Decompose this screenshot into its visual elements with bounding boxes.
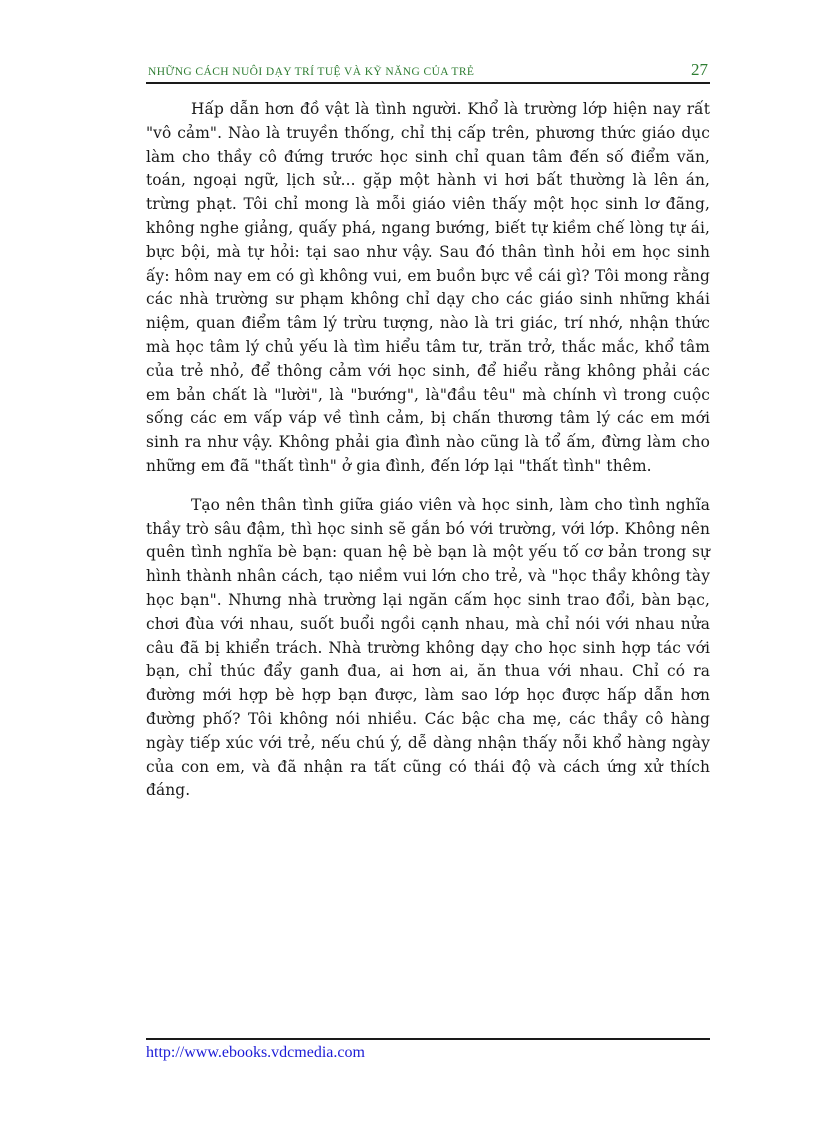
running-header	[146, 60, 710, 82]
paragraph-1: Hấp dẫn hơn đồ vật là tình người. Khổ là trường lớp hiện nay rất "vô cảm". Nào là truyền thống, chỉ thị cấp trên, phương thức giáo dục làm cho thầy cô đứng trước học sinh chỉ quan tâm đến số điểm văn, toán, ngoại ngữ, lịch sử... gặp một hành vi hơi bất thường là lên án, trừng phạt. Tôi chỉ mong là mỗi giáo viên thấy một học sinh lơ đãng, không nghe giảng, quấy phá, ngang bướng, biết tự kiềm chế lòng tự ái, bực bội, mà tự hỏi: tại sao như vậy. Sau đó thân tình hỏi em học sinh ấy: hôm nay em có gì không vui, em buồn bực về cái gì? Tôi mong rằng các nhà trường sư phạm không chỉ dạy cho các giáo sinh những khái niệm, quan điểm tâm lý trừu tượng, nào là tri giác, trí nhớ, nhận thức mà học tâm lý chủ yếu là tìm hiểu tâm tư, trăn trở, thắc mắc, khổ tâm của trẻ nhỏ, để thông cảm với học sinh, để hiểu rằng không phải các em bản chất là "lười", là "bướng", là"đầu têu" mà chính vì trong cuộc sống các em vấp váp về tình cảm, bị chấn thương tâm lý các em mới sinh ra như vậy. Không phải gia đình nào cũng là tổ ấm, đừng làm cho những em đã "thất tình" ở gia đình, đến lớp lại "thất tình" thêm.	[146, 100, 710, 475]
footer-divider	[146, 1038, 710, 1040]
header-divider	[146, 82, 710, 84]
body-text	[146, 98, 710, 803]
page-number: 27	[691, 60, 708, 79]
footer-link[interactable]: http://www.ebooks.vdcmedia.com	[146, 1044, 365, 1061]
header-title: NHỮNG CÁCH NUÔI DẠY TRÍ TUỆ VÀ KỸ NĂNG CỦA TRẺ	[148, 66, 475, 78]
paragraph-2: Tạo nên thân tình giữa giáo viên và học sinh, làm cho tình nghĩa thầy trò sâu đậm, thì học sinh sẽ gắn bó với trường, với lớp. Không nên quên tình nghĩa bè bạn: quan hệ bè bạn là một yếu tố cơ bản trong sự hình thành nhân cách, tạo niềm vui lớn cho trẻ, và "học thầy không tày học bạn". Nhưng nhà trường lại ngăn cấm học sinh trao đổi, bàn bạc, chơi đùa với nhau, suốt buổi ngồi cạnh nhau, mà chỉ nói với nhau nửa câu đã bị khiển trách. Nhà trường không dạy cho học sinh hợp tác với bạn, chỉ thúc đẩy ganh đua, ai hơn ai, ăn thua với nhau. Chỉ có ra đường mới hợp bè hợp bạn được, làm sao lớp học được hấp dẫn hơn đường phố? Tôi không nói nhiều. Các bậc cha mẹ, các thầy cô hàng ngày tiếp xúc với trẻ, nếu chú ý, dễ dàng nhận thấy nỗi khổ hàng ngày của con em, và đã nhận ra tất cũng có thái độ và cách ứng xử thích đáng.	[146, 495, 710, 800]
